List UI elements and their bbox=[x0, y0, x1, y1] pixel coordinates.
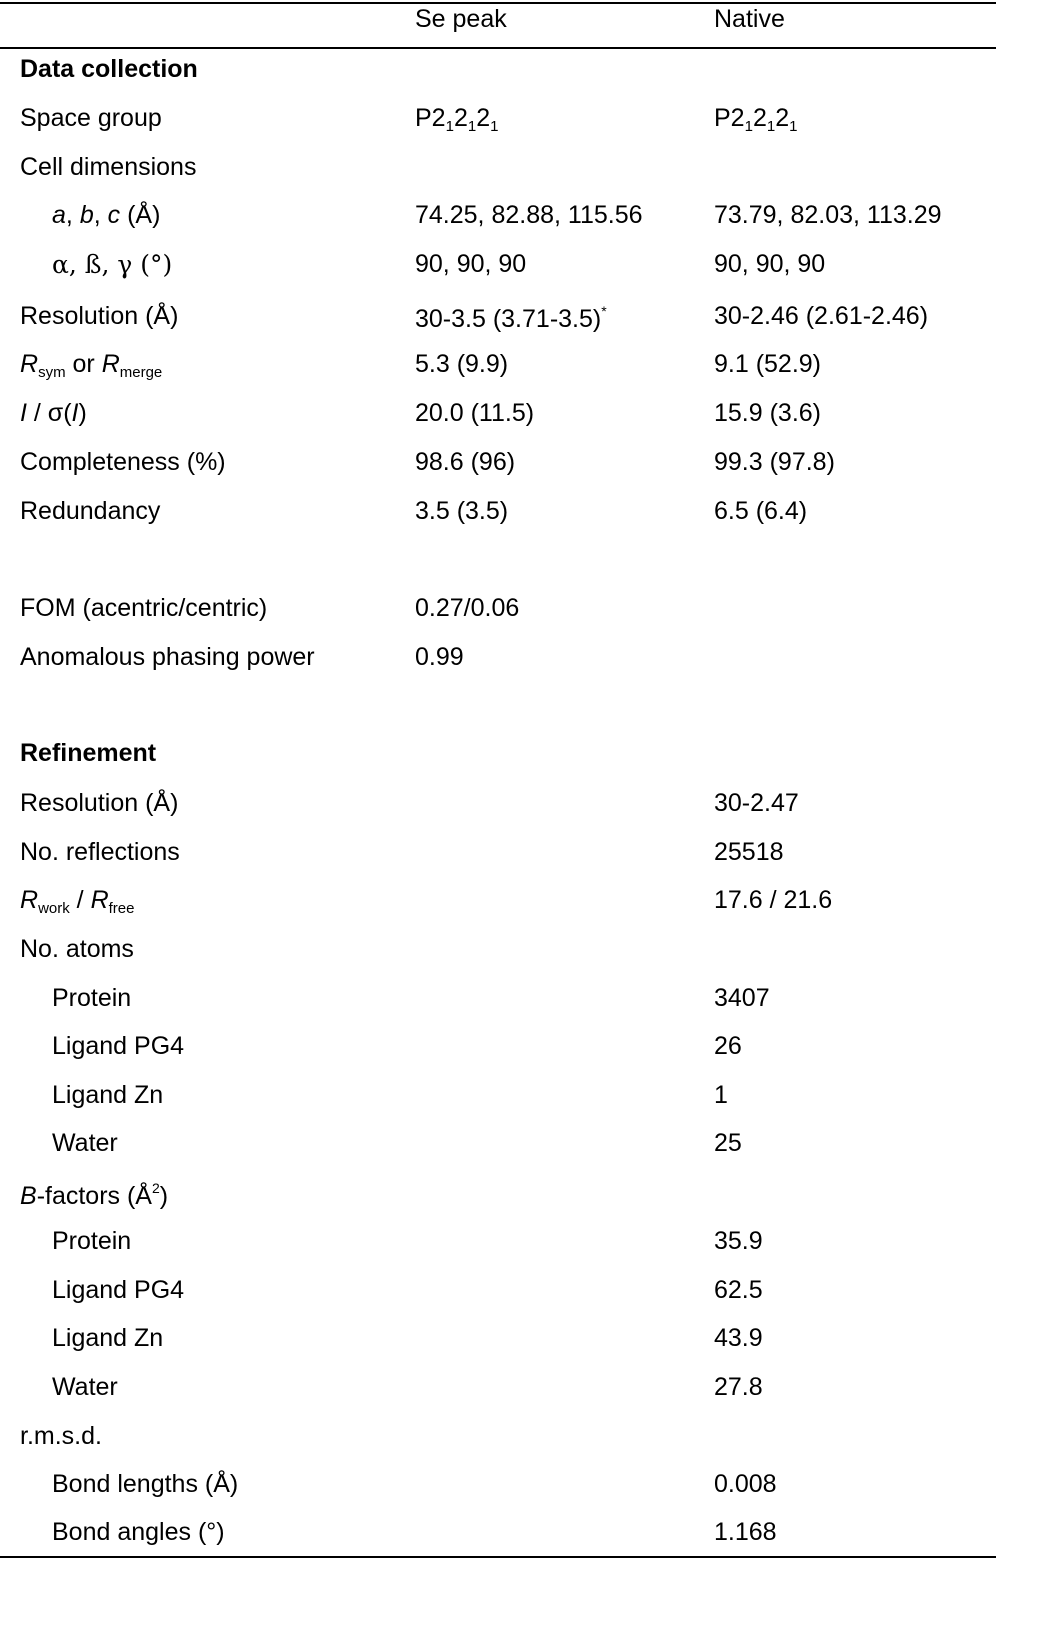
column-header-se-peak: Se peak bbox=[415, 5, 507, 33]
native-value: 43.9 bbox=[714, 1324, 763, 1352]
se-value: 0.27/0.06 bbox=[415, 594, 520, 622]
se-value: 90, 90, 90 bbox=[415, 250, 527, 278]
table-row-cell-dimensions bbox=[0, 155, 996, 203]
native-value: 90, 90, 90 bbox=[714, 250, 826, 278]
native-value: 15.9 (3.6) bbox=[714, 399, 822, 427]
table-row-atoms-zn bbox=[0, 1083, 996, 1131]
row-label: No. reflections bbox=[20, 838, 180, 866]
table-row-anomalous-phasing-power bbox=[0, 645, 996, 693]
native-value: 17.6 / 21.6 bbox=[714, 886, 833, 914]
row-label: Resolution (Å) bbox=[20, 302, 179, 330]
row-label: No. atoms bbox=[20, 935, 134, 963]
section-title: Data collection bbox=[20, 55, 198, 83]
table-row-b-pg4 bbox=[0, 1278, 996, 1326]
table-row-angles bbox=[0, 252, 996, 300]
se-value: 20.0 (11.5) bbox=[415, 399, 535, 427]
section-title: Refinement bbox=[20, 739, 157, 767]
row-label: FOM (acentric/centric) bbox=[20, 594, 268, 622]
row-label: Redundancy bbox=[20, 497, 161, 525]
table-top-rule bbox=[0, 2, 996, 4]
row-label: a, b, c (Å) bbox=[52, 201, 161, 229]
row-label: Completeness (%) bbox=[20, 448, 226, 476]
se-value: 74.25, 82.88, 115.56 bbox=[415, 201, 643, 229]
table-row-b-protein bbox=[0, 1229, 996, 1277]
native-value: 3407 bbox=[714, 984, 770, 1012]
row-label: Ligand PG4 bbox=[52, 1276, 185, 1304]
table-row-redundancy bbox=[0, 499, 996, 547]
row-label: r.m.s.d. bbox=[20, 1422, 102, 1450]
native-value: 0.008 bbox=[714, 1470, 777, 1498]
table-row-i-sigma bbox=[0, 401, 996, 449]
native-value: $P2_12_12_1$ bbox=[714, 104, 798, 135]
native-value: 6.5 (6.4) bbox=[714, 497, 808, 525]
native-value: 30-2.47 bbox=[714, 789, 799, 817]
row-label: I / σ(I) bbox=[20, 399, 87, 427]
table-row-atoms-water bbox=[0, 1131, 996, 1179]
row-label: Anomalous phasing power bbox=[20, 643, 315, 671]
se-value: 3.5 (3.5) bbox=[415, 497, 509, 525]
row-label: Bond lengths (Å) bbox=[52, 1470, 239, 1498]
row-label: $R_{work} / R_{free}$ bbox=[20, 886, 135, 917]
se-value: 0.99 bbox=[415, 643, 464, 671]
table-row-resolution bbox=[0, 304, 996, 352]
table-row-refinement-resolution bbox=[0, 791, 996, 839]
table-row-rsym bbox=[0, 352, 996, 400]
table-row-reflections bbox=[0, 840, 996, 888]
row-label: Cell dimensions bbox=[20, 153, 197, 181]
native-value: 25518 bbox=[714, 838, 784, 866]
native-value: 62.5 bbox=[714, 1276, 763, 1304]
row-label: Resolution (Å) bbox=[20, 789, 179, 817]
table-row-bond-angles bbox=[0, 1520, 996, 1568]
table-header-row bbox=[0, 7, 996, 55]
row-label: Ligand Zn bbox=[52, 1081, 164, 1109]
native-value: 26 bbox=[714, 1032, 742, 1060]
table-row-b-factors bbox=[0, 1181, 996, 1229]
section-heading-data-collection bbox=[0, 57, 996, 105]
row-label: Ligand PG4 bbox=[52, 1032, 185, 1060]
section-heading-refinement bbox=[0, 741, 996, 789]
table-row-rmsd bbox=[0, 1424, 996, 1472]
row-label: $R_{sym}$ or $R_{merge}$ bbox=[20, 350, 163, 381]
table-row-b-zn bbox=[0, 1326, 996, 1374]
table-row-abc bbox=[0, 203, 996, 251]
table-row-completeness bbox=[0, 450, 996, 498]
table-row-atoms bbox=[0, 937, 996, 985]
native-value: 9.1 (52.9) bbox=[714, 350, 822, 378]
row-label: Protein bbox=[52, 984, 132, 1012]
table-row-b-water bbox=[0, 1375, 996, 1423]
table-row-atoms-protein bbox=[0, 986, 996, 1034]
row-label: Protein bbox=[52, 1227, 132, 1255]
native-value: 1.168 bbox=[714, 1518, 777, 1546]
table-row-bond-lengths bbox=[0, 1472, 996, 1520]
row-label: Space group bbox=[20, 104, 162, 132]
se-value: 30-3.5 (3.71-3.5)* bbox=[415, 303, 607, 333]
native-value: 25 bbox=[714, 1129, 742, 1157]
se-value: $P2_12_12_1$ bbox=[415, 104, 499, 135]
table-row-rwork-rfree bbox=[0, 888, 996, 936]
table-row-atoms-pg4 bbox=[0, 1034, 996, 1082]
native-value: 27.8 bbox=[714, 1373, 763, 1401]
native-value: 99.3 (97.8) bbox=[714, 448, 835, 476]
column-header-native: Native bbox=[714, 5, 785, 33]
row-label: Ligand Zn bbox=[52, 1324, 164, 1352]
native-value: 30-2.46 (2.61-2.46) bbox=[714, 302, 929, 330]
table-row-space-group bbox=[0, 106, 996, 154]
row-label: B-factors $(Å^2)$ bbox=[20, 1180, 169, 1210]
row-label: α, ß, γ (°) bbox=[52, 250, 173, 279]
row-label: Water bbox=[52, 1373, 118, 1401]
se-value: 5.3 (9.9) bbox=[415, 350, 509, 378]
native-value: 1 bbox=[714, 1081, 728, 1109]
se-value: 98.6 (96) bbox=[415, 448, 516, 476]
row-label: Bond angles (°) bbox=[52, 1518, 225, 1546]
row-label: Water bbox=[52, 1129, 118, 1157]
native-value: 73.79, 82.03, 113.29 bbox=[714, 201, 942, 229]
native-value: 35.9 bbox=[714, 1227, 763, 1255]
table-row-fom bbox=[0, 596, 996, 644]
